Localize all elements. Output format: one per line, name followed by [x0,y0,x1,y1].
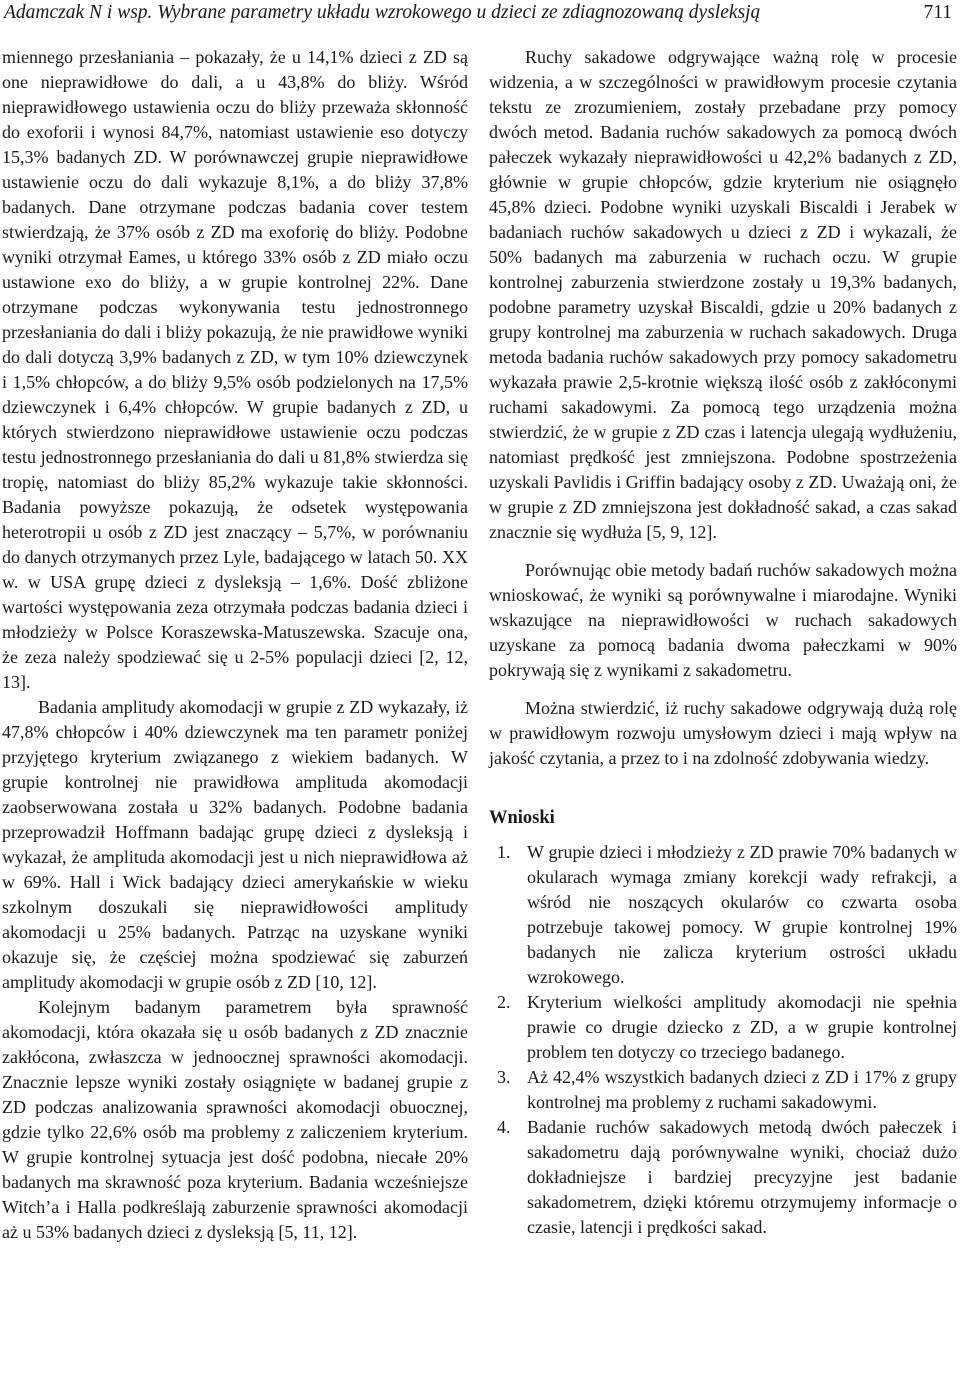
list-item [489,990,957,1065]
list-item-text: Kryterium wielkości amplitudy akomodacji nie spełnia prawie co drugie dziecko z ZD, a w grupie kontrolnej problem ten dotyczy co trzeciego badanego. [527,992,957,1062]
list-number: 3. [497,1067,511,1087]
paragraph: Porównując obie metody badań ruchów sakadowych można wnioskować, że wyniki są porównywalne i miarodajne. Wyniki wskazujące na nieprawidłowości w ruchach sakadowych uzyskane za pomocą badania dwoma pałeczkami w 90% pokrywają się z wynikami z sakadometru. [489,560,957,680]
list-number: 2. [497,992,511,1012]
left-column [2,45,468,1245]
list-item-text: W grupie dzieci i młodzieży z ZD prawie 70% badanych w okularach wymaga zmiany korekcji wady refrakcji, a wśród nie noszących okularów co czwarta osoba potrzebuje takowej pomocy. W grupie kontrolnej 19% badanych nie zalicza kryterium ostrości układu wzrokowego. [527,842,957,987]
right-column [489,45,957,1240]
running-title: Adamczak N i wsp. Wybrane parametry układu wzrokowego u dzieci ze zdiagnozowaną dysleksją [4,2,761,23]
paragraph: Kolejnym badanym parametrem była sprawność akomodacji, która okazała się u osób badanych z ZD znacznie zakłócona, zwłaszcza w jednoocznej sprawności akomodacji. Znacznie lepsze wyniki zostały osiągnięte w badanej grupie z ZD podczas analizowania sprawności akomodacji obuocznej, gdzie tylko 22,6% osób ma problemy z zaliczeniem kryterium. W grupie kontrolnej sytuacja jest dość podobna, niecałe 20% badanych ma skrawność poza kryterium. Badania wcześniejsze Witch’a i Halla podkreślają zaburzenie sprawności akomodacji aż u 53% badanych dzieci z dysleksją [5, 11, 12]. [2,997,468,1242]
list-item-text: Badanie ruchów sakadowych metodą dwóch pałeczek i sakadometru dają porównywalne wyniki, chociaż dużo dokładniejsze i bardziej precyzyjne jest badanie sakadometrem, dzięki któremu otrzymujemy informacje o czasie, latencji i prędkości sakad. [527,1117,957,1237]
list-item [489,1065,957,1115]
running-header [0,0,960,34]
paragraph: Można stwierdzić, iż ruchy sakadowe odgrywają dużą rolę w prawidłowym rozwoju umysłowym dzieci i mają wpływ na jakość czytania, a przez to i na zdolność zdobywania wiedzy. [489,698,957,768]
paragraph: Badania amplitudy akomodacji w grupie z ZD wykazały, iż 47,8% chłopców i 40% dziewczynek ma ten parametr poniżej przyjętego kryterium związanego z wiekiem badanych. W grupie kontrolnej nie prawidłowa amplituda akomodacji zaobserwowana została u 32% badanych. Podobne badania przeprowadził Hoffmann badając grupę dzieci z dysleksją i wykazał, że amplituda akomodacji jest u nich nieprawidłowa aż w 69%. Hall i Wick badający dzieci amerykańskie w wieku szkolnym doszukali się nieprawidłowości amplitudy akomodacji u 25% badanych. Patrząc na uzyskane wyniki okazuje się, że częściej można spodziewać się zaburzeń amplitudy akomodacji w grupie osób z ZD [10, 12]. [2,697,468,992]
list-item-text: Aż 42,4% wszystkich badanych dzieci z ZD i 17% z grupy kontrolnej ma problemy z ruchami sakadowymi. [527,1067,957,1112]
section-heading: Wnioski [489,808,555,828]
list-item [489,840,957,990]
paragraph: Ruchy sakadowe odgrywające ważną rolę w procesie widzenia, a w szczególności w prawidłowym procesie czytania tekstu ze zrozumieniem, zostały przebadane przy pomocy dwóch metod. Badania ruchów sakadowych za pomocą dwóch pałeczek wykazały nieprawidłowości u 42,2% badanych z ZD, głównie w grupie chłopców, gdzie kryterium nie osiągnęło 45,8% dzieci. Podobne wyniki uzyskali Biscaldi i Jerabek w badaniach ruchów sakadowych u dzieci z ZD i wykazali, że 50% badanych ma zaburzenia w ruchach oczu. W grupie kontrolnej zaburzenia stwierdzone zostały u 19,3% badanych, podobne parametry uzyskał Biscaldi, gdzie u 20% badanych z grupy kontrolnej ma zaburzenia w ruchach sakadowych. Druga metoda badania ruchów sakadowych przy pomocy sakadometru wykazała prawie 2,5-krotnie większą ilość osób z zakłóconymi ruchami sakadowymi. Za pomocą tego urządzenia można stwierdzić, że w grupie z ZD czas i latencja ulegają wydłużeniu, natomiast prędkość jest zmniejszona. Podobne spostrzeżenia uzyskali Pavlidis i Griffin badający osoby z ZD. Uważają oni, że w grupie z ZD zmniejszona jest dokładność sakad, a czas sakad znacznie się wydłuża [5, 9, 12]. [489,47,957,542]
list-item [489,1115,957,1240]
paragraph: miennego przesłaniania – pokazały, że u 14,1% dzieci z ZD są one nieprawidłowe do dali, a u 43,8% do bliży. Wśród nieprawidłowego ustawienia oczu do bliży przeważa skłonność do exoforii i wynosi 84,7%, natomiast ustawienie eso dotyczy 15,3% badanych ZD. W porównawczej grupie nieprawidłowe ustawienie oczu do dali wykazuje 8,1%, a do bliży 37,8% badanych. Dane otrzymane podczas badania cover testem stwierdzają, że 37% osób z ZD ma exoforię do bliży. Podobne wyniki otrzymał Eames, u którego 33% osób z ZD miało oczu ustawione exo do bliży, a w grupie kontrolnej 22%. Dane otrzymane podczas wykonywania testu jednostronnego przesłaniania do dali i bliży pokazują, że nie prawidłowe wyniki do dali dotyczą 3,9% badanych z ZD, w tym 10% dziewczynek i 1,5% chłopców, a do bliży 9,5% osób podzielonych na 17,5% dziewczynek i 6,4% chłopców. W grupie badanych z ZD, u których stwierdzono nieprawidłowe ustawienie oczu podczas testu jednostronnego przesłaniania do dali u 81,8% stwierdza się tropię, natomiast do bliży 85,2% wykazuje takie skłonności. Badania powyższe pokazują, że odsetek występowania heterotropii u osób z ZD jest znaczący – 5,7%, w porównaniu do danych otrzymanych przez Lyle, badającego w latach 50. XX w. w USA grupę dzieci z dysleksją – 1,6%. Dość zbliżone wartości występowania zeza otrzymała podczas badania dzieci i młodzieży w Polsce Koraszewska-Matuszewska. Szacuje ona, że zeza należy spodziewać się u 2-5% populacji dzieci [2, 12, 13]. [2,47,468,692]
list-number: 4. [497,1117,511,1137]
conclusions-list [489,840,957,1240]
page-number: 711 [923,2,952,23]
list-number: 1. [497,842,511,862]
